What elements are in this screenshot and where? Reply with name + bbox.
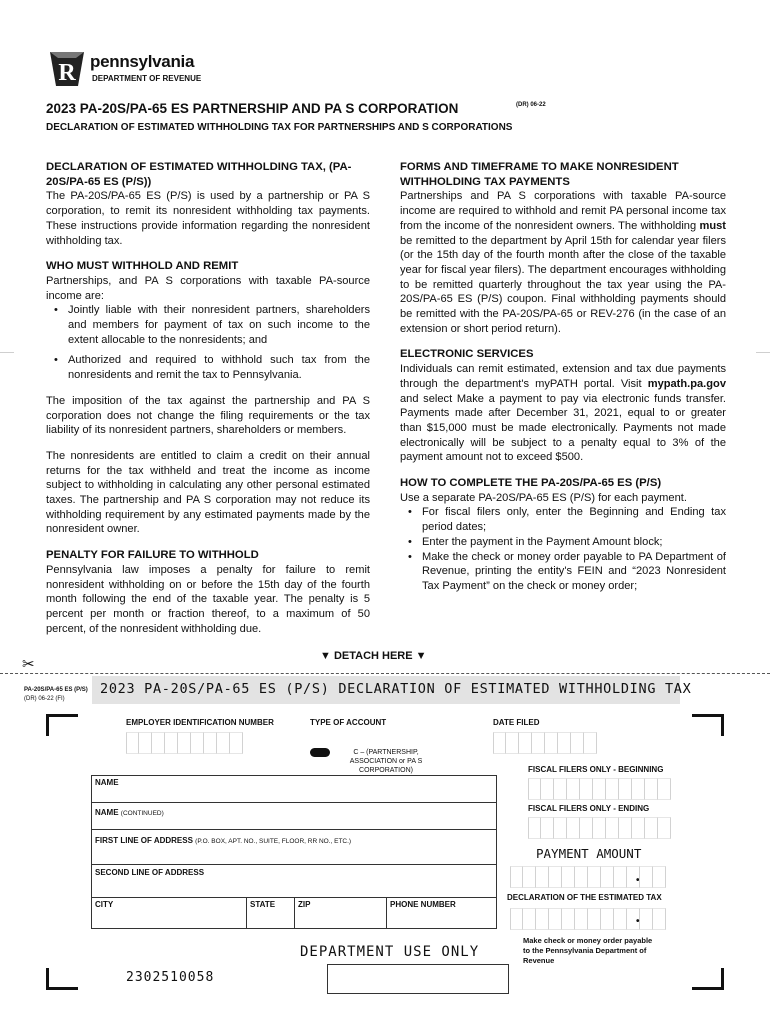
paragraph-forms-timeframe: Partnerships and PA S corporations with taxable PA-source income are required to withhold and remit PA personal income tax from the income of the nonresident owners. The withholding must be remitted to the department by April 15th for calendar year filers (or the 15th day of the fourth month after the close of the taxable year for fiscal year filers). The department encourages withholding to be remitted quarterly throughout the tax year using the PA-20S/PA-65 ES (P/S) coupon. Final withholding payments should be remitted with the PA-20S/PA-65 or REV-276 (in the case of an extension or short period return). (400, 190, 726, 335)
scan-corner-mark (46, 968, 78, 990)
scan-number: 2302510058 (126, 970, 215, 985)
declaration-input[interactable] (510, 908, 666, 930)
margin-mark (756, 352, 770, 353)
paragraph-credit: The nonresidents are entitled to claim a credit on their annual returns for the tax withheld and treat the income as income subject to withholding in calculating any other personal estimated taxes. The partnership and PA S corporation may not reduce its withholding requirement by any estimated payments made by the nonresident owner. (46, 449, 370, 536)
scan-corner-mark (692, 968, 724, 990)
account-type-label: C – (PARTNERSHIP, ASSOCIATION or PA S CORPORATION) (349, 749, 423, 774)
heading-forms-timeframe: FORMS AND TIMEFRAME TO MAKE NONRESIDENT WITHHOLDING TAX PAYMENTS (400, 161, 679, 188)
form-code: (DR) 06-22 (516, 102, 546, 108)
fiscal-end-input[interactable] (528, 817, 671, 839)
cut-line (0, 673, 770, 674)
type-of-account-label: TYPE OF ACCOUNT (310, 718, 387, 727)
phone-label: PHONE NUMBER (390, 900, 456, 909)
svg-text:R: R (58, 60, 76, 86)
ein-label: EMPLOYER IDENTIFICATION NUMBER (126, 718, 274, 727)
scan-corner-mark (46, 714, 78, 736)
heading-how-to-complete: HOW TO COMPLETE THE PA-20S/PA-65 ES (P/S) (400, 477, 662, 490)
date-filed-input[interactable] (493, 732, 597, 754)
zip-label: ZIP (298, 900, 311, 909)
heading-who-must-withhold: WHO MUST WITHHOLD AND REMIT (46, 260, 239, 273)
address-line1-label: FIRST LINE OF ADDRESS (P.O. BOX, APT. NO., SUITE, FLOOR, RR NO., ETC.) (95, 836, 352, 845)
declaration-label: DECLARATION OF THE ESTIMATED TAX (507, 893, 662, 902)
margin-mark (0, 352, 14, 353)
divider (91, 802, 497, 803)
detach-here-label: ▼ DETACH HERE ▼ (320, 650, 427, 662)
paragraph-who-must: Partnerships, and PA S corporations with taxable PA-source income are: (46, 274, 370, 302)
scan-corner-mark (692, 714, 724, 736)
decimal-point: • (636, 875, 640, 886)
city-label: CITY (95, 900, 114, 909)
fiscal-end-label: FISCAL FILERS ONLY - ENDING (528, 804, 650, 813)
account-type-radio[interactable] (310, 748, 330, 757)
date-filed-label: DATE FILED (493, 718, 540, 727)
paragraph-penalty: Pennsylvania law imposes a penalty for failure to remit nonresident withholding on or before the 15th day of the fourth month following the end of the taxable year. The penalty is 5 percent per month or fraction thereof, to a maximum of 50 percent, of the nonresident withholding due. (46, 563, 370, 635)
divider (246, 897, 247, 929)
make-check-note: Make check or money order payable to the Pennsylvania Department of Revenue (523, 936, 653, 965)
divider (91, 829, 497, 830)
logo-name: pennsylvania (90, 52, 195, 71)
fiscal-begin-input[interactable] (528, 778, 671, 800)
paragraph-electronic-services: Individuals can remit estimated, extension and tax due payments through the department's myPATH portal. Visit mypath.pa.gov and select Make a payment to pay via electronic funds transfer. Payments made after December 31, 2021, equal to or greater than $15,000 must be made electronically. Payments not made electronically will be subject to a penalty equal to 3% of the payment amount not to exceed $500. (400, 363, 726, 464)
heading-declaration: DECLARATION OF ESTIMATED WITHHOLDING TAX, (PA-20S/PA-65 ES (P/S)) (46, 161, 352, 188)
list-item: • Authorized and required to withhold such tax from the nonresidents and remit the tax to Pennsylvania. (54, 353, 370, 382)
form-subtitle: DECLARATION OF ESTIMATED WITHHOLDING TAX FOR PARTNERSHIPS AND S CORPORATIONS (46, 122, 513, 133)
ein-input[interactable] (126, 732, 243, 754)
scissors-icon: ✂ (22, 656, 35, 673)
name-label: NAME (95, 778, 119, 787)
divider (91, 864, 497, 865)
fiscal-begin-label: FISCAL FILERS ONLY - BEGINNING (528, 765, 664, 774)
paragraph-purpose: The PA-20S/PA-65 ES (P/S) is used by a partnership or PA S corporation, to remit its nonresident withholding tax payments. These instructions provide information regarding the nonresident withholding tax. (46, 190, 370, 247)
coupon-form-revision: (DR) 06-22 (FI) (24, 696, 65, 702)
coupon-form-code: PA-20S/PA-65 ES (P/S) (24, 687, 88, 693)
paragraph-how-to-complete: Use a separate PA-20S/PA-65 ES (P/S) for each payment. (400, 491, 687, 504)
department-use-label: DEPARTMENT USE ONLY (300, 944, 480, 960)
address-line2-label: SECOND LINE OF ADDRESS (95, 868, 205, 877)
list-item: • Make the check or money order payable to PA Department of Revenue, printing the entity's FEIN and “2023 Nonresident Tax Payment” on the check or money order; (408, 550, 726, 594)
payment-amount-label: PAYMENT AMOUNT (536, 846, 642, 861)
logo-department: DEPARTMENT OF REVENUE (92, 74, 202, 83)
department-use-box (327, 964, 509, 994)
list-item: • Jointly liable with their nonresident partners, shareholders and members for payment of tax on such income to the extent allocable to the nonresidents; and (54, 303, 370, 347)
paragraph-imposition: The imposition of the tax against the partnership and PA S corporation does not change the filing requirements or the tax liability of its nonresident partners, shareholders or members. (46, 394, 370, 437)
state-label: STATE (250, 900, 276, 909)
list-item: • For fiscal filers only, enter the Beginning and Ending tax period dates; (408, 505, 726, 534)
name-continued-label: NAME (CONTINUED) (95, 808, 164, 817)
divider (294, 897, 295, 929)
instructions-right-column (400, 160, 726, 594)
list-item: • Enter the payment in the Payment Amount block; (408, 535, 726, 550)
who-must-list (54, 303, 370, 383)
mypath-link[interactable]: mypath.pa.gov (647, 377, 726, 390)
instructions-left-column (46, 160, 370, 636)
heading-penalty: PENALTY FOR FAILURE TO WITHHOLD (46, 549, 259, 562)
form-title: 2023 PA-20S/PA-65 ES PARTNERSHIP AND PA S CORPORATION (46, 101, 459, 116)
divider (386, 897, 387, 929)
how-to-list (408, 505, 726, 593)
coupon-title: 2023 PA-20S/PA-65 ES (P/S) DECLARATION OF ESTIMATED WITHHOLDING TAX (100, 681, 692, 697)
heading-electronic-services: ELECTRONIC SERVICES (400, 348, 534, 361)
keystone-logo-icon (48, 50, 86, 88)
decimal-point: • (636, 916, 640, 927)
payment-amount-input[interactable] (510, 866, 666, 888)
